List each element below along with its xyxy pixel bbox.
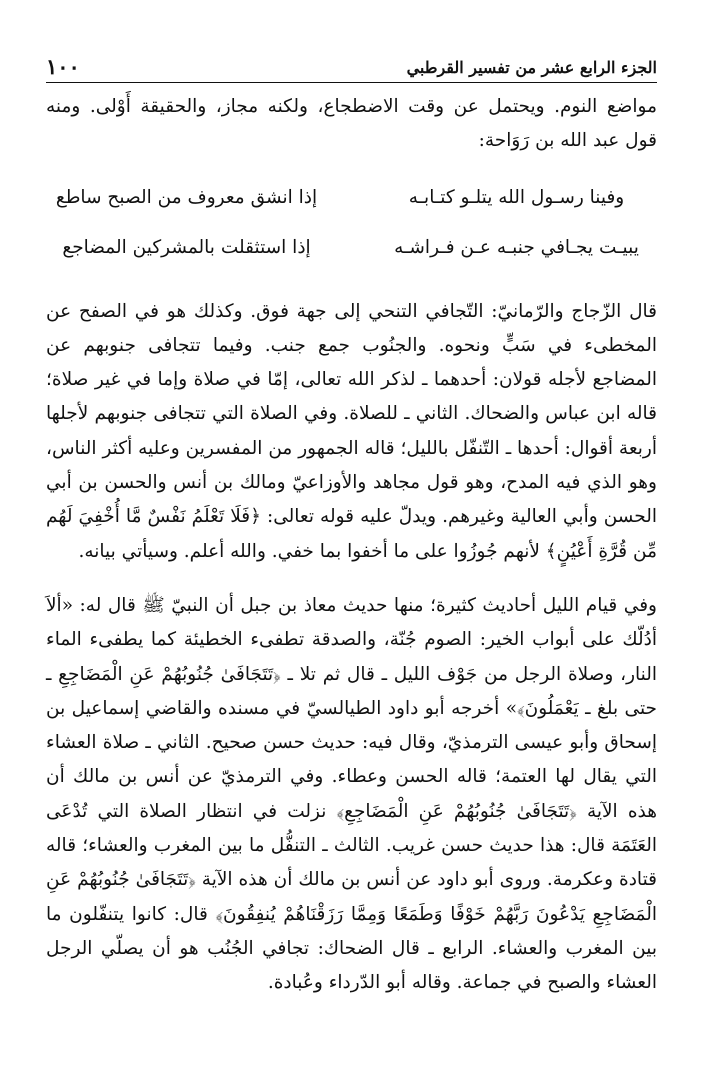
verse-2-second-hemistich: إذا استثقلت بالمشركين المضاجع [62, 237, 311, 259]
page-body [46, 90, 657, 1001]
poem-verse-1 [46, 173, 657, 223]
poem-verse-2 [46, 223, 657, 273]
verse-1-second-hemistich: إذا انشق معروف من الصبح ساطع [55, 187, 318, 209]
running-title: الجزء الرابع عشر من تفسير القرطبي [406, 58, 657, 77]
poem-block [46, 173, 657, 273]
paragraph-2: قال الزّجاج والرّمانيّ: التّجافي التنحي إلى جهة فوق. وكذلك هو في الصفح عن المخطىء في سَبٍّ ونحوه. والجنُوب جمع جنب. وفيما تتجافى جنوبهم عن المضاجع لأجله قولان: أحدهما ـ لذكر الله تعالى، إمّا في صلاة وإما في غير صلاة؛ قاله ابن عباس والضحاك. الثاني ـ للصلاة. وفي الصلاة التي تتجافى جنوبهم لأجلها أربعة أقوال: أحدها ـ التّنفّل بالليل؛ قاله الجمهور من المفسرين وعليه أكثر الناس، وهو الذي فيه المدح، وهو قول مجاهد والأوزاعيّ ومالك بن أنس والحسن بن أبي الحسن وأبي العالية وغيرهم. ويدلّ عليه قوله تعالى: ﴿فَلَا تَعْلَمُ نَفْسٌ مَّا أُخْفِيَ لَهُم مِّن قُرَّةِ أَعْيُنٍ﴾ لأنهم جُوزُوا على ما أخفوا بما خفي. والله أعلم. وسيأتي بيانه. [46, 300, 657, 562]
paragraph-3: وفي قيام الليل أحاديث كثيرة؛ منها حديث معاذ بن جبل أن النبيّ ﷺ قال له: «ألاَ أدُلّك على أبواب الخير: الصوم جُنّة، والصدقة تطفىء الخطيئة كما يطفىء الماء النار، وصلاة الرجل من جَوْف الليل ـ قال ثم تلا ـ ﴿تَتَجَافَىٰ جُنُوبُهُمْ عَنِ الْمَضَاجِعِ ـ حتى بلغ ـ يَعْمَلُونَ﴾» أخرجه أبو داود الطيالسيّ في مسنده والقاضي إسماعيل بن إسحاق وأبو عيسى الترمذيّ، وقال فيه: حديث حسن صحيح. الثاني ـ صلاة العشاء التي يقال لها العتمة؛ قاله الحسن وعطاء. وفي الترمذيّ عن أنس بن مالك أن هذه الآية ﴿تَتَجَافَىٰ جُنُوبُهُمْ عَنِ الْمَضَاجِعِ﴾ نزلت في انتظار الصلاة التي تُدْعَى العَتَمَة قال: هذا حديث حسن غريب. الثالث ـ التنفُّل ما بين المغرب والعشاء؛ قاله قتادة وعكرمة. وروى أبو داود عن أنس بن مالك أن هذه الآية ﴿تَتَجَافَىٰ جُنُوبُهُمْ عَنِ الْمَضَاجِعِ يَدْعُونَ رَبَّهُمْ خَوْفًا وَطَمَعًا وَمِمَّا رَزَقْنَاهُمْ يُنفِقُونَ﴾ قال: كانوا يتنفّلون ما بين المغرب والعشاء. الرابع ـ قال الضحاك: تجافي الجُنُب هو أن يصلّي الرجل العشاء والصبح في جماعة. وقاله أبو الدّرداء وعُبادة. [46, 594, 657, 994]
page-header [46, 52, 657, 83]
paragraph-1: مواضع النوم. ويحتمل عن وقت الاضطجاع، ولكنه مجاز، والحقيقة أَوْلى. ومنه قول عبد الله بن رَوَاحة: [46, 96, 657, 152]
verse-2-first-hemistich: يبيـت يجـافي جنبـه عـن فـراشـه [394, 237, 639, 259]
verse-1-first-hemistich: وفينا رسـول الله يتلـو كتـابـه [408, 187, 625, 209]
page-number: ١٠٠ [46, 54, 80, 79]
